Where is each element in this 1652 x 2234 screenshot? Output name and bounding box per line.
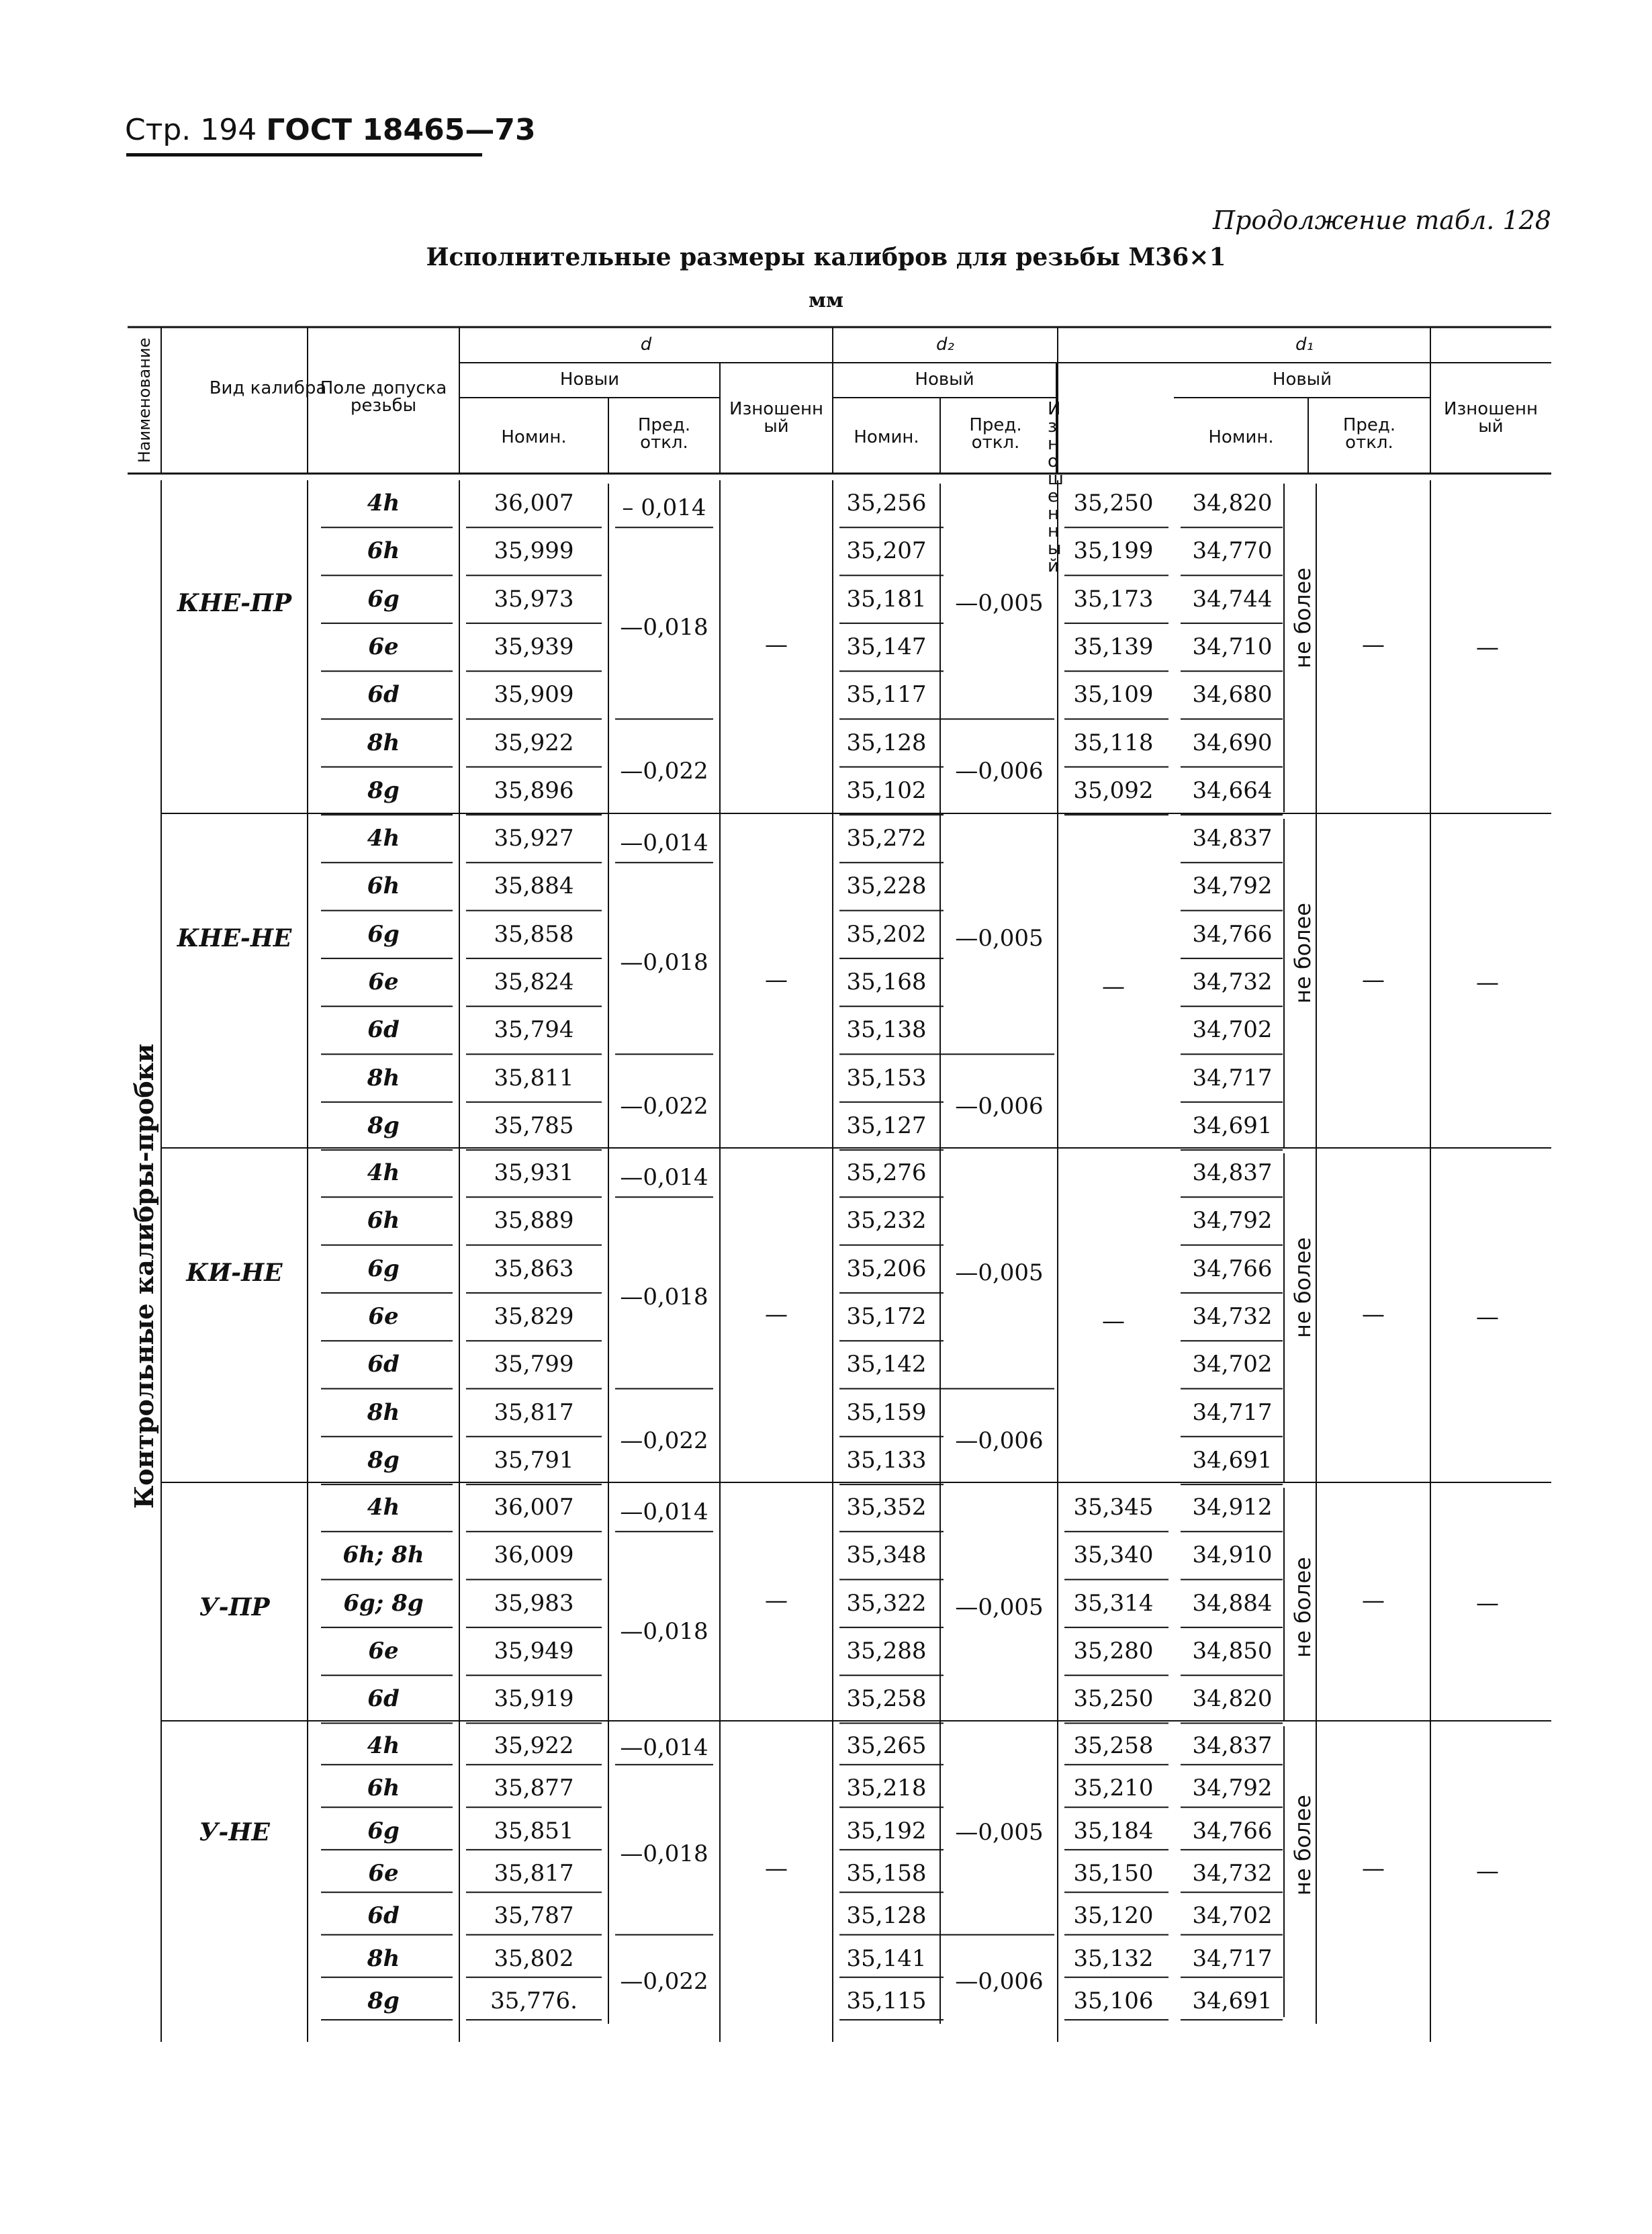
d-deviation: —0,022: [620, 1092, 708, 1120]
d1-nominal: 34,766: [1192, 920, 1273, 948]
header-d-new: Новыи: [559, 369, 620, 390]
d-worn: —: [765, 1300, 788, 1328]
header-d2-new: Новый: [915, 369, 974, 390]
d2-worn-dash: —: [1102, 1307, 1125, 1335]
d1-worn: —: [1476, 969, 1499, 996]
d2-worn: 35,132: [1073, 1945, 1154, 1972]
d2-worn: 35,120: [1073, 1902, 1154, 1930]
tolerance-field: 8h: [367, 729, 400, 756]
d1-note: не более: [1290, 1237, 1316, 1338]
d-nominal: 35,829: [494, 1302, 574, 1330]
d1-nominal: 34,717: [1192, 1064, 1273, 1091]
d-nominal: 36,007: [494, 1494, 574, 1521]
header-d1-worn: Изношенный: [1444, 399, 1538, 437]
d-nominal: 35,824: [494, 968, 574, 995]
d1-deviation: —: [1362, 631, 1385, 658]
d2-nominal: 35,202: [846, 920, 927, 948]
d-nominal: 35,931: [494, 1159, 574, 1186]
tolerance-field: 8g: [367, 1446, 400, 1474]
d-deviation: —0,014: [620, 1734, 708, 1761]
d2-nominal: 35,276: [846, 1159, 927, 1186]
d2-deviation: —0,006: [955, 1967, 1044, 1995]
d1-nominal: 34,710: [1192, 633, 1273, 660]
tolerance-field: 6h: [367, 1207, 400, 1235]
d2-worn: 35,340: [1073, 1542, 1154, 1569]
d-nominal: 35,877: [494, 1775, 574, 1802]
d-nominal: 35,802: [494, 1945, 574, 1972]
d2-nominal: 35,232: [846, 1207, 927, 1235]
d1-deviation: —: [1362, 1855, 1385, 1882]
d-deviation: – 0,014: [622, 494, 706, 521]
d1-nominal: 34,837: [1192, 1732, 1273, 1759]
d2-worn: 35,199: [1073, 537, 1154, 565]
d1-note: не более: [1290, 1795, 1316, 1896]
d-nominal: 35,922: [494, 729, 574, 756]
d-nominal: 35,922: [494, 1732, 574, 1759]
tolerance-field: 8g: [367, 776, 400, 804]
d1-nominal: 34,702: [1192, 1351, 1273, 1378]
d-nominal: 35,799: [494, 1351, 574, 1378]
d-deviation: —0,014: [620, 1498, 708, 1525]
d-deviation: —0,022: [620, 757, 708, 785]
d1-note: не более: [1290, 1557, 1316, 1658]
d2-worn: 35,345: [1073, 1494, 1154, 1521]
d2-nominal: 35,102: [846, 776, 927, 804]
d-nominal: 35,884: [494, 873, 574, 900]
tolerance-field: 6h: [367, 1775, 400, 1802]
tolerance-field: 6g: [367, 585, 400, 613]
d2-worn: 35,250: [1073, 1685, 1154, 1713]
tolerance-field: 6h; 8h: [342, 1542, 424, 1569]
tolerance-field: 8h: [367, 1064, 400, 1091]
d2-nominal: 35,158: [846, 1859, 927, 1887]
d1-nominal: 34,732: [1192, 1302, 1273, 1330]
d2-nominal: 35,141: [846, 1945, 927, 1972]
tolerance-field: 6g: [367, 1817, 400, 1844]
d2-deviation: —0,005: [955, 1594, 1044, 1621]
d-nominal: 35,999: [494, 537, 574, 565]
tolerance-field: 6e: [368, 1637, 399, 1664]
tolerance-field: 6e: [368, 633, 399, 660]
d2-worn: 35,092: [1073, 776, 1154, 804]
tolerance-field: 6g; 8g: [343, 1589, 424, 1617]
d2-nominal: 35,168: [846, 968, 927, 995]
d2-worn: 35,139: [1073, 633, 1154, 660]
d1-deviation: —: [1362, 1300, 1385, 1328]
header-d-deviation: Пред. откл.: [637, 415, 691, 453]
d2-nominal: 35,265: [846, 1732, 927, 1759]
d-nominal: 35,927: [494, 825, 574, 852]
header-d-worn: Изношенный: [729, 399, 823, 437]
d-nominal: 35,785: [494, 1112, 574, 1139]
d2-deviation: —0,005: [955, 590, 1044, 617]
d2-nominal: 35,192: [846, 1817, 927, 1844]
tolerance-field: 8g: [367, 1112, 400, 1139]
tolerance-field: 4h: [367, 1494, 400, 1521]
d-nominal: 35,889: [494, 1207, 574, 1235]
d-nominal: 35,939: [494, 633, 574, 660]
header-name: Наименование: [135, 337, 154, 463]
header-d: d: [640, 334, 652, 355]
d-nominal: 35,817: [494, 1859, 574, 1887]
tolerance-field: 8h: [367, 1945, 400, 1972]
d-nominal: 35,949: [494, 1637, 574, 1664]
d-nominal: 35,794: [494, 1016, 574, 1044]
d2-nominal: 35,147: [846, 633, 927, 660]
d-nominal: 36,007: [494, 490, 574, 517]
standard-code: ГОСТ 18465—73: [266, 113, 536, 147]
d2-worn: 35,280: [1073, 1637, 1154, 1664]
gauge-type-name: КИ-НЕ: [186, 1259, 283, 1288]
d2-nominal: 35,142: [846, 1351, 927, 1378]
d-deviation: —0,018: [620, 613, 708, 641]
d-nominal: 35,776.: [490, 1987, 578, 2014]
d1-note: не более: [1290, 567, 1316, 668]
d2-nominal: 35,256: [846, 490, 927, 517]
d1-nominal: 34,691: [1192, 1112, 1273, 1139]
d2-nominal: 35,352: [846, 1494, 927, 1521]
d1-nominal: 34,702: [1192, 1016, 1273, 1044]
d-nominal: 35,817: [494, 1398, 574, 1426]
d1-nominal: 34,732: [1192, 1859, 1273, 1887]
d2-worn: 35,109: [1073, 681, 1154, 709]
d1-deviation: —: [1362, 966, 1385, 993]
d2-nominal: 35,272: [846, 825, 927, 852]
category-label: Контрольные калибры-пробки: [129, 1043, 159, 1509]
d1-nominal: 34,680: [1192, 681, 1273, 709]
d1-nominal: 34,792: [1192, 1207, 1273, 1235]
header-d2: d₂: [936, 334, 954, 355]
d-nominal: 35,983: [494, 1589, 574, 1617]
d1-nominal: 34,770: [1192, 537, 1273, 565]
d2-deviation: —0,006: [955, 757, 1044, 785]
tolerance-field: 6e: [368, 1302, 399, 1330]
table-unit: мм: [808, 289, 844, 312]
gauge-type-name: У-НЕ: [199, 1818, 270, 1847]
header-d1: d₁: [1295, 334, 1314, 355]
tolerance-field: 6h: [367, 873, 400, 900]
d2-nominal: 35,218: [846, 1775, 927, 1802]
d1-note: не более: [1290, 902, 1316, 1003]
d1-worn: —: [1476, 633, 1499, 661]
tolerance-field: 6d: [367, 1016, 400, 1044]
d-nominal: 35,863: [494, 1255, 574, 1282]
d-deviation: —0,014: [620, 1163, 708, 1191]
d2-nominal: 35,288: [846, 1637, 927, 1664]
d-nominal: 35,791: [494, 1446, 574, 1474]
table-continuation-note: Продолжение табл. 128: [1212, 206, 1551, 235]
d2-nominal: 35,348: [846, 1542, 927, 1569]
d2-nominal: 35,153: [846, 1064, 927, 1091]
d2-nominal: 35,258: [846, 1685, 927, 1713]
tolerance-field: 8h: [367, 1398, 400, 1426]
header-d1-deviation: Пред. откл.: [1342, 415, 1396, 453]
d1-nominal: 34,744: [1192, 585, 1273, 613]
d2-nominal: 35,159: [846, 1398, 927, 1426]
header-d2-worn: Изношенный: [1048, 399, 1064, 576]
d1-nominal: 34,702: [1192, 1902, 1273, 1930]
d1-nominal: 34,884: [1192, 1589, 1273, 1617]
d2-nominal: 35,206: [846, 1255, 927, 1282]
tolerance-field: 6d: [367, 1685, 400, 1713]
d1-nominal: 34,732: [1192, 968, 1273, 995]
d2-worn: 35,314: [1073, 1589, 1154, 1617]
d2-nominal: 35,228: [846, 873, 927, 900]
d2-worn: 35,173: [1073, 585, 1154, 613]
d1-nominal: 34,820: [1192, 490, 1273, 517]
header-d2-nominal: Номин.: [854, 427, 919, 447]
tolerance-field: 6g: [367, 1255, 400, 1282]
header-tolerance-field: Поле допуска резьбы: [320, 378, 447, 416]
tolerance-field: 4h: [367, 825, 400, 852]
d2-nominal: 35,115: [846, 1987, 927, 2014]
tolerance-field: 4h: [367, 490, 400, 517]
d-deviation: —0,018: [620, 1617, 708, 1645]
d2-worn: 35,184: [1073, 1817, 1154, 1844]
d-deviation: —0,018: [620, 1283, 708, 1310]
page-number: Стр. 194: [125, 113, 257, 147]
d1-nominal: 34,912: [1192, 1494, 1273, 1521]
d1-nominal: 34,792: [1192, 1775, 1273, 1802]
d2-nominal: 35,322: [846, 1589, 927, 1617]
d1-worn: —: [1476, 1303, 1499, 1331]
d1-nominal: 34,850: [1192, 1637, 1273, 1664]
d-deviation: —0,022: [620, 1427, 708, 1454]
header-d1-new: Новый: [1272, 369, 1332, 390]
d1-nominal: 34,664: [1192, 776, 1273, 804]
d2-nominal: 35,128: [846, 729, 927, 756]
d-deviation: —0,018: [620, 948, 708, 976]
gauge-type-name: У-ПР: [199, 1593, 270, 1622]
d2-worn: 35,150: [1073, 1859, 1154, 1887]
d-nominal: 36,009: [494, 1542, 574, 1569]
d1-nominal: 34,717: [1192, 1398, 1273, 1426]
d2-worn: 35,210: [1073, 1775, 1154, 1802]
d2-deviation: —0,005: [955, 1259, 1044, 1287]
tolerance-field: 4h: [367, 1159, 400, 1186]
d1-nominal: 34,837: [1192, 825, 1273, 852]
d-worn: —: [765, 966, 788, 993]
d-worn: —: [765, 1587, 788, 1615]
header-gauge-type: Вид калибра: [209, 378, 327, 398]
d-nominal: 35,858: [494, 920, 574, 948]
d1-worn: —: [1476, 1857, 1499, 1885]
d1-nominal: 34,691: [1192, 1446, 1273, 1474]
d1-nominal: 34,690: [1192, 729, 1273, 756]
d2-worn-dash: —: [1102, 973, 1125, 1000]
d2-worn: 35,118: [1073, 729, 1154, 756]
d2-worn: 35,106: [1073, 1987, 1154, 2014]
tolerance-field: 4h: [367, 1732, 400, 1759]
d2-worn: 35,258: [1073, 1732, 1154, 1759]
tolerance-field: 6e: [368, 968, 399, 995]
d-nominal: 35,787: [494, 1902, 574, 1930]
d1-nominal: 34,766: [1192, 1255, 1273, 1282]
d1-nominal: 34,717: [1192, 1945, 1273, 1972]
d-nominal: 35,973: [494, 585, 574, 613]
tolerance-field: 6h: [367, 537, 400, 565]
header-d-nominal: Номин.: [501, 427, 567, 447]
d2-nominal: 35,138: [846, 1016, 927, 1044]
d2-deviation: —0,006: [955, 1092, 1044, 1120]
tolerance-field: 6d: [367, 1351, 400, 1378]
d-worn: —: [765, 1855, 788, 1882]
tolerance-field: 8g: [367, 1987, 400, 2014]
d1-nominal: 34,792: [1192, 873, 1273, 900]
tolerance-field: 6d: [367, 681, 400, 709]
d2-deviation: —0,005: [955, 1819, 1044, 1846]
d2-nominal: 35,172: [846, 1302, 927, 1330]
d-deviation: —0,014: [620, 829, 708, 856]
d2-nominal: 35,181: [846, 585, 927, 613]
d2-nominal: 35,128: [846, 1902, 927, 1930]
d2-nominal: 35,133: [846, 1446, 927, 1474]
tolerance-field: 6g: [367, 920, 400, 948]
d1-nominal: 34,691: [1192, 1987, 1273, 2014]
d2-deviation: —0,005: [955, 925, 1044, 952]
d1-nominal: 34,766: [1192, 1817, 1273, 1844]
d1-nominal: 34,910: [1192, 1542, 1273, 1569]
d-nominal: 35,851: [494, 1817, 574, 1844]
d-nominal: 35,909: [494, 681, 574, 709]
gauge-type-name: КНЕ-НЕ: [177, 924, 292, 953]
d2-worn: 35,250: [1073, 490, 1154, 517]
d1-deviation: —: [1362, 1587, 1385, 1615]
d-deviation: —0,022: [620, 1967, 708, 1995]
d1-worn: —: [1476, 1590, 1499, 1617]
header-d1-nominal: Номин.: [1208, 427, 1274, 447]
header-d2-deviation: Пред. откл.: [969, 415, 1022, 453]
d-worn: —: [765, 631, 788, 658]
gauge-type-name: КНЕ-ПР: [177, 589, 292, 618]
d2-nominal: 35,127: [846, 1112, 927, 1139]
d1-nominal: 34,837: [1192, 1159, 1273, 1186]
d-deviation: —0,018: [620, 1840, 708, 1867]
d-nominal: 35,896: [494, 776, 574, 804]
d-nominal: 35,919: [494, 1685, 574, 1713]
d2-nominal: 35,207: [846, 537, 927, 565]
tolerance-field: 6d: [367, 1902, 400, 1930]
tolerance-field: 6e: [368, 1859, 399, 1887]
d2-nominal: 35,117: [846, 681, 927, 709]
d-nominal: 35,811: [494, 1064, 574, 1091]
table-title: Исполнительные размеры калибров для резьбы М36×1: [426, 243, 1226, 271]
d1-nominal: 34,820: [1192, 1685, 1273, 1713]
d2-deviation: —0,006: [955, 1427, 1044, 1454]
